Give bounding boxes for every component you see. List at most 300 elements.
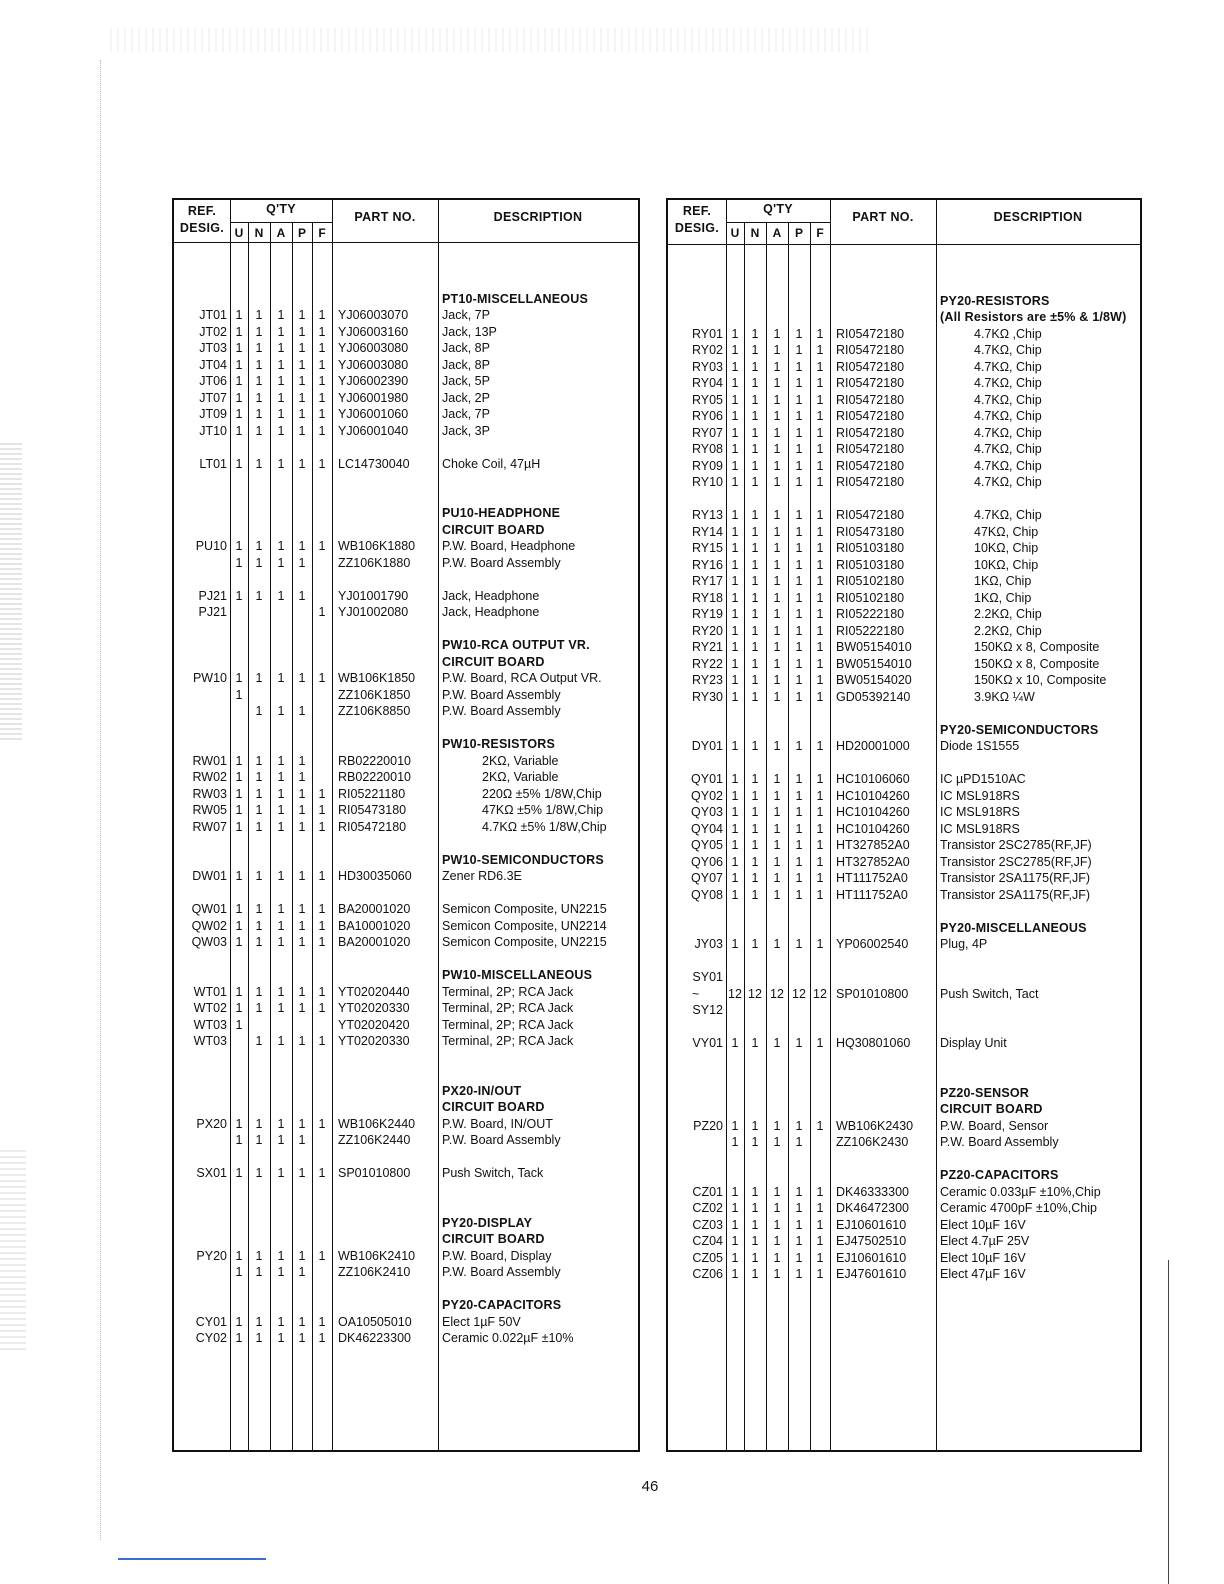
table-row — [174, 1000, 638, 1016]
qty-p: 1 — [298, 671, 306, 685]
qty-u: 1 — [731, 821, 739, 836]
qty-p: 1 — [795, 1267, 803, 1281]
table-row — [174, 555, 638, 571]
part-number: WB106K2430 — [836, 1118, 914, 1133]
header-part-no: PART NO. — [852, 210, 914, 224]
qty-p: 1 — [795, 640, 803, 654]
qty-f: 1 — [318, 803, 326, 817]
qty-u: 1 — [731, 574, 739, 588]
qty-a: 1 — [277, 588, 285, 603]
section-heading: PW10-SEMICONDUCTORS — [442, 852, 604, 867]
table-row — [174, 357, 638, 373]
part-number: RB02220010 — [338, 770, 411, 784]
qty-p: 1 — [795, 607, 803, 621]
part-number: EJ10601610 — [836, 1250, 907, 1265]
qty-p: 1 — [795, 442, 803, 456]
qty-p: 12 — [792, 986, 806, 1001]
description: Elect 10µF 16V — [940, 1217, 1026, 1232]
qty-a: 1 — [773, 524, 781, 539]
part-number: YJ06001060 — [338, 407, 409, 421]
qty-p: 1 — [298, 390, 306, 405]
table-row — [668, 1134, 1140, 1150]
qty-u: 1 — [731, 739, 739, 753]
qty-n: 1 — [751, 343, 759, 357]
table-row — [174, 1215, 638, 1231]
description: IC MSL918RS — [940, 788, 1020, 803]
table-row — [174, 406, 638, 422]
part-number: YJ06003080 — [338, 341, 409, 355]
description: 3.9KΩ ¼W — [974, 689, 1035, 704]
table-row — [174, 1248, 638, 1264]
qty-a: 1 — [277, 539, 285, 553]
qty-n: 1 — [751, 557, 759, 572]
qty-p: 1 — [795, 326, 803, 341]
part-number: RI05472180 — [836, 508, 905, 522]
qty-p: 1 — [795, 673, 803, 687]
qty-u: 1 — [731, 805, 739, 819]
part-number: RI05472180 — [836, 409, 905, 423]
qty-n: 1 — [751, 326, 759, 341]
table-row — [668, 639, 1140, 655]
section-heading: PZ20-CAPACITORS — [940, 1168, 1059, 1182]
qty-a: 1 — [773, 788, 781, 803]
ref-designator: RY06 — [691, 409, 723, 423]
qty-a: 1 — [773, 1135, 781, 1149]
description: P.W. Board, IN/OUT — [442, 1116, 553, 1131]
section-heading: PZ20-SENSOR — [940, 1085, 1030, 1100]
description: 10KΩ, Chip — [974, 557, 1039, 572]
qty-a: 1 — [277, 819, 285, 834]
ref-designator: RY08 — [691, 442, 723, 456]
qty-f: 12 — [813, 986, 827, 1001]
table-row — [668, 1217, 1140, 1233]
ref-designator: RY15 — [691, 541, 723, 555]
qty-n: 1 — [751, 656, 759, 671]
qty-f: 1 — [318, 902, 326, 916]
qty-n: 1 — [751, 640, 759, 654]
part-number: ZZ106K8850 — [338, 704, 411, 718]
ref-designator: QW01 — [191, 902, 227, 916]
part-number: ZZ106K2430 — [836, 1135, 909, 1149]
ref-designator: RY02 — [691, 343, 723, 357]
qty-f: 1 — [816, 673, 824, 687]
table-row — [668, 986, 1140, 1002]
ref-designator: QW03 — [191, 935, 227, 949]
qty-n: 1 — [255, 1116, 263, 1131]
ref-designator: CZ05 — [692, 1250, 723, 1265]
part-number: YT02020420 — [338, 1017, 410, 1032]
table-row — [668, 524, 1140, 540]
qty-f: 1 — [318, 819, 326, 834]
ref-designator: CZ02 — [692, 1201, 723, 1215]
qty-u: 1 — [235, 770, 243, 784]
table-row — [668, 1167, 1140, 1183]
description: 4.7KΩ, Chip — [974, 359, 1042, 374]
table-row — [668, 656, 1140, 672]
qty-p: 1 — [795, 854, 803, 869]
ref-designator: RY30 — [691, 689, 723, 704]
qty-n: 1 — [751, 590, 759, 605]
qty-n: 1 — [255, 803, 263, 817]
qty-f: 1 — [816, 409, 824, 423]
qty-a: 1 — [277, 555, 285, 570]
qty-n: 1 — [255, 588, 263, 603]
qty-p: 1 — [795, 739, 803, 753]
ref-designator: PU10 — [195, 539, 227, 553]
description: Transistor 2SC2785(RF,JF) — [940, 854, 1092, 869]
part-number: HQ30801060 — [836, 1036, 911, 1050]
part-number: YT02020440 — [338, 984, 410, 999]
qty-f: 1 — [816, 656, 824, 671]
part-number: RI05473180 — [338, 803, 407, 817]
qty-n: 1 — [255, 555, 263, 570]
qty-a: 1 — [277, 341, 285, 355]
table-row — [174, 637, 638, 653]
qty-n: 1 — [751, 838, 759, 852]
qty-n: 1 — [255, 1314, 263, 1329]
ref-designator: ~ — [691, 986, 700, 1001]
qty-p: 1 — [298, 374, 306, 388]
table-row — [668, 293, 1140, 309]
qty-a: 1 — [773, 359, 781, 374]
qty-p: 1 — [795, 656, 803, 671]
ref-designator: RY07 — [691, 425, 723, 440]
qty-a: 12 — [770, 986, 784, 1001]
qty-p: 1 — [298, 324, 306, 339]
qty-u: 1 — [235, 374, 243, 388]
qty-a: 1 — [277, 1248, 285, 1263]
qty-a: 1 — [773, 475, 781, 489]
ref-designator: RY04 — [691, 376, 723, 390]
ref-designator: QY03 — [691, 805, 723, 819]
qty-f: 1 — [318, 1331, 326, 1345]
ref-designator: PW10 — [192, 671, 227, 685]
qty-p: 1 — [795, 689, 803, 704]
table-row — [668, 969, 1140, 985]
table-row — [174, 786, 638, 802]
description: IC MSL918RS — [940, 821, 1020, 836]
description: Elect 47µF 16V — [940, 1267, 1026, 1281]
qty-n: 1 — [255, 1034, 263, 1048]
table-row — [174, 1297, 638, 1313]
table-row — [174, 703, 638, 719]
qty-f: 1 — [816, 574, 824, 588]
qty-p: 1 — [795, 1217, 803, 1232]
header-qty-a: A — [772, 226, 782, 240]
qty-n: 1 — [751, 1234, 759, 1248]
qty-a: 1 — [773, 640, 781, 654]
qty-f: 1 — [816, 392, 824, 407]
table-row — [668, 870, 1140, 886]
qty-p: 1 — [795, 1135, 803, 1149]
qty-u: 1 — [731, 937, 739, 951]
part-number: ZZ106K1850 — [338, 687, 411, 702]
part-number: RI05472180 — [836, 326, 905, 341]
header-qty-f: F — [318, 226, 326, 240]
qty-f: 1 — [816, 508, 824, 522]
qty-a: 1 — [277, 1331, 285, 1345]
qty-a: 1 — [773, 887, 781, 902]
part-number: SP01010800 — [836, 986, 909, 1001]
description: 150KΩ x 8, Composite — [974, 640, 1100, 654]
description: P.W. Board, Display — [442, 1248, 552, 1263]
qty-p: 1 — [795, 821, 803, 836]
qty-u: 1 — [235, 819, 243, 834]
qty-n: 1 — [751, 788, 759, 803]
ref-designator: SX01 — [196, 1166, 227, 1180]
qty-u: 1 — [731, 1201, 739, 1215]
table-row — [174, 538, 638, 554]
qty-a: 1 — [773, 805, 781, 819]
qty-p: 1 — [795, 1184, 803, 1199]
ref-designator: JT06 — [199, 374, 227, 388]
ref-designator: RY01 — [691, 326, 723, 341]
qty-p: 1 — [298, 786, 306, 801]
ref-designator: SY12 — [692, 1003, 723, 1017]
qty-n: 1 — [255, 984, 263, 999]
qty-a: 1 — [773, 607, 781, 621]
qty-n: 1 — [255, 671, 263, 685]
table-row — [668, 441, 1140, 457]
table-row — [174, 1264, 638, 1280]
qty-f: 1 — [816, 557, 824, 572]
qty-p: 1 — [298, 803, 306, 817]
table-row — [174, 505, 638, 521]
ref-designator: PX20 — [196, 1116, 227, 1131]
part-number: HC10104260 — [836, 788, 910, 803]
qty-p: 1 — [298, 407, 306, 421]
qty-f: 1 — [318, 1166, 326, 1180]
qty-u: 1 — [235, 1331, 243, 1345]
part-number: RI05103180 — [836, 557, 905, 572]
qty-n: 1 — [255, 1331, 263, 1345]
description: Ceramic 0.022µF ±10% — [442, 1331, 574, 1345]
table-row — [174, 984, 638, 1000]
ref-designator: JT10 — [199, 423, 227, 438]
qty-u: 1 — [731, 524, 739, 539]
qty-p: 1 — [795, 376, 803, 390]
description: Plug, 4P — [940, 937, 988, 951]
qty-a: 1 — [773, 689, 781, 704]
description: Push Switch, Tact — [940, 986, 1039, 1001]
qty-p: 1 — [298, 555, 306, 570]
qty-u: 1 — [731, 557, 739, 572]
qty-f: 1 — [816, 640, 824, 654]
table-row — [174, 1330, 638, 1346]
qty-a: 1 — [773, 425, 781, 440]
part-number: RI05473180 — [836, 524, 905, 539]
qty-p: 1 — [298, 423, 306, 438]
part-number: RI05472180 — [836, 343, 905, 357]
part-number: RI05472180 — [836, 442, 905, 456]
qty-p: 1 — [298, 918, 306, 933]
part-number: EJ47601610 — [836, 1267, 907, 1281]
qty-u: 1 — [235, 308, 243, 322]
qty-a: 1 — [773, 343, 781, 357]
qty-n: 1 — [751, 541, 759, 555]
table-row — [174, 819, 638, 835]
margin-line — [100, 60, 101, 1540]
ref-designator: RY21 — [691, 640, 723, 654]
qty-n: 1 — [751, 1217, 759, 1232]
qty-a: 1 — [773, 326, 781, 341]
part-number: YT02020330 — [338, 1034, 410, 1048]
description: 4.7KΩ, Chip — [974, 392, 1042, 407]
table-row — [668, 1002, 1140, 1018]
qty-f: 1 — [318, 869, 326, 883]
qty-a: 1 — [773, 656, 781, 671]
description: Choke Coil, 47µH — [442, 456, 541, 471]
part-number: RI05472180 — [836, 392, 905, 407]
table-row — [668, 788, 1140, 804]
qty-n: 1 — [751, 376, 759, 390]
qty-f: 1 — [816, 887, 824, 902]
qty-f: 1 — [318, 308, 326, 322]
qty-f: 1 — [816, 458, 824, 473]
part-number: RI05472180 — [836, 475, 905, 489]
description: Jack, 8P — [442, 341, 490, 355]
ref-designator: RY18 — [691, 590, 723, 605]
qty-p: 1 — [795, 805, 803, 819]
qty-p: 1 — [298, 704, 306, 718]
qty-n: 1 — [751, 1036, 759, 1050]
description: 150KΩ x 8, Composite — [974, 656, 1100, 671]
qty-p: 1 — [298, 1314, 306, 1329]
qty-p: 1 — [298, 984, 306, 999]
qty-a: 1 — [277, 869, 285, 883]
ref-designator: JT07 — [199, 390, 227, 405]
table-row — [174, 654, 638, 670]
ref-designator: RY22 — [691, 656, 723, 671]
qty-u: 1 — [731, 656, 739, 671]
ref-designator: RY05 — [691, 392, 723, 407]
qty-u: 1 — [235, 390, 243, 405]
qty-f: 1 — [816, 821, 824, 836]
qty-f: 1 — [816, 1036, 824, 1050]
qty-a: 1 — [277, 1265, 285, 1279]
qty-n: 1 — [751, 508, 759, 522]
description: Jack, Headphone — [442, 588, 540, 603]
qty-u: 1 — [731, 425, 739, 440]
qty-n: 1 — [751, 442, 759, 456]
qty-f: 1 — [816, 524, 824, 539]
header-qty-f: F — [816, 226, 824, 240]
qty-n: 1 — [255, 390, 263, 405]
table-row — [668, 458, 1140, 474]
qty-n: 1 — [751, 1250, 759, 1265]
table-row — [668, 623, 1140, 639]
part-number: LC14730040 — [338, 456, 410, 471]
qty-f: 1 — [816, 590, 824, 605]
qty-f: 1 — [816, 607, 824, 621]
qty-u: 1 — [235, 1265, 243, 1279]
table-row — [668, 837, 1140, 853]
description: Transistor 2SC2785(RF,JF) — [940, 838, 1092, 852]
qty-a: 1 — [773, 574, 781, 588]
qty-n: 1 — [255, 374, 263, 388]
qty-a: 1 — [773, 739, 781, 753]
qty-f: 1 — [816, 937, 824, 951]
qty-p: 1 — [795, 1201, 803, 1215]
part-number: YT02020330 — [338, 1001, 410, 1015]
qty-n: 1 — [751, 1201, 759, 1215]
part-number: HT327852A0 — [836, 854, 910, 869]
ref-designator: CZ03 — [692, 1217, 723, 1232]
qty-a: 1 — [277, 456, 285, 471]
qty-n: 1 — [255, 407, 263, 421]
qty-f: 1 — [816, 1201, 824, 1215]
table-row — [174, 340, 638, 356]
qty-n: 1 — [255, 1265, 263, 1279]
qty-n: 1 — [751, 821, 759, 836]
qty-u: 1 — [731, 343, 739, 357]
table-row — [174, 901, 638, 917]
qty-p: 1 — [298, 456, 306, 471]
qty-a: 1 — [277, 1314, 285, 1329]
qty-p: 1 — [298, 308, 306, 322]
qty-n: 1 — [751, 425, 759, 440]
qty-a: 1 — [277, 918, 285, 933]
blue-underline — [118, 1558, 266, 1560]
qty-n: 1 — [255, 704, 263, 718]
table-row — [174, 1132, 638, 1148]
part-number: OA10505010 — [338, 1314, 412, 1329]
table-row — [668, 1118, 1140, 1134]
qty-u: 1 — [235, 984, 243, 999]
qty-a: 1 — [773, 1036, 781, 1050]
section-heading: PY20-RESISTORS — [940, 293, 1050, 308]
description: 47KΩ, Chip — [974, 524, 1039, 539]
table-row — [668, 408, 1140, 424]
description: Transistor 2SA1175(RF,JF) — [940, 887, 1091, 902]
qty-f: 1 — [816, 871, 824, 885]
qty-n: 1 — [751, 409, 759, 423]
description: 2KΩ, Variable — [482, 753, 559, 768]
qty-u: 1 — [235, 1017, 243, 1032]
table-row — [174, 687, 638, 703]
qty-n: 1 — [751, 458, 759, 473]
part-number: ZZ106K2410 — [338, 1265, 411, 1279]
description: 150KΩ x 10, Composite — [974, 673, 1107, 687]
part-number: DK46223300 — [338, 1331, 411, 1345]
scan-noise-left — [0, 440, 22, 740]
table-row — [174, 423, 638, 439]
qty-f: 1 — [816, 854, 824, 869]
part-number: BA20001020 — [338, 935, 411, 949]
qty-f: 1 — [318, 1248, 326, 1263]
header-qty-p: P — [794, 226, 803, 240]
qty-f: 1 — [318, 1034, 326, 1048]
table-row — [174, 1165, 638, 1181]
qty-a: 1 — [277, 357, 285, 372]
qty-u: 1 — [731, 772, 739, 786]
section-heading: PW10-RCA OUTPUT VR. — [442, 638, 590, 652]
ref-designator: RY23 — [691, 673, 723, 687]
part-number: DK46472300 — [836, 1201, 909, 1215]
qty-n: 1 — [751, 772, 759, 786]
qty-n: 1 — [255, 1248, 263, 1263]
part-number: YJ06001040 — [338, 423, 409, 438]
part-number: RI05221180 — [338, 786, 406, 801]
qty-u: 1 — [731, 326, 739, 341]
section-heading: CIRCUIT BOARD — [442, 654, 545, 669]
qty-a: 1 — [277, 770, 285, 784]
table-row — [174, 1083, 638, 1099]
table-row — [174, 1116, 638, 1132]
table-row — [174, 1099, 638, 1115]
qty-f: 1 — [318, 407, 326, 421]
qty-a: 1 — [773, 1267, 781, 1281]
